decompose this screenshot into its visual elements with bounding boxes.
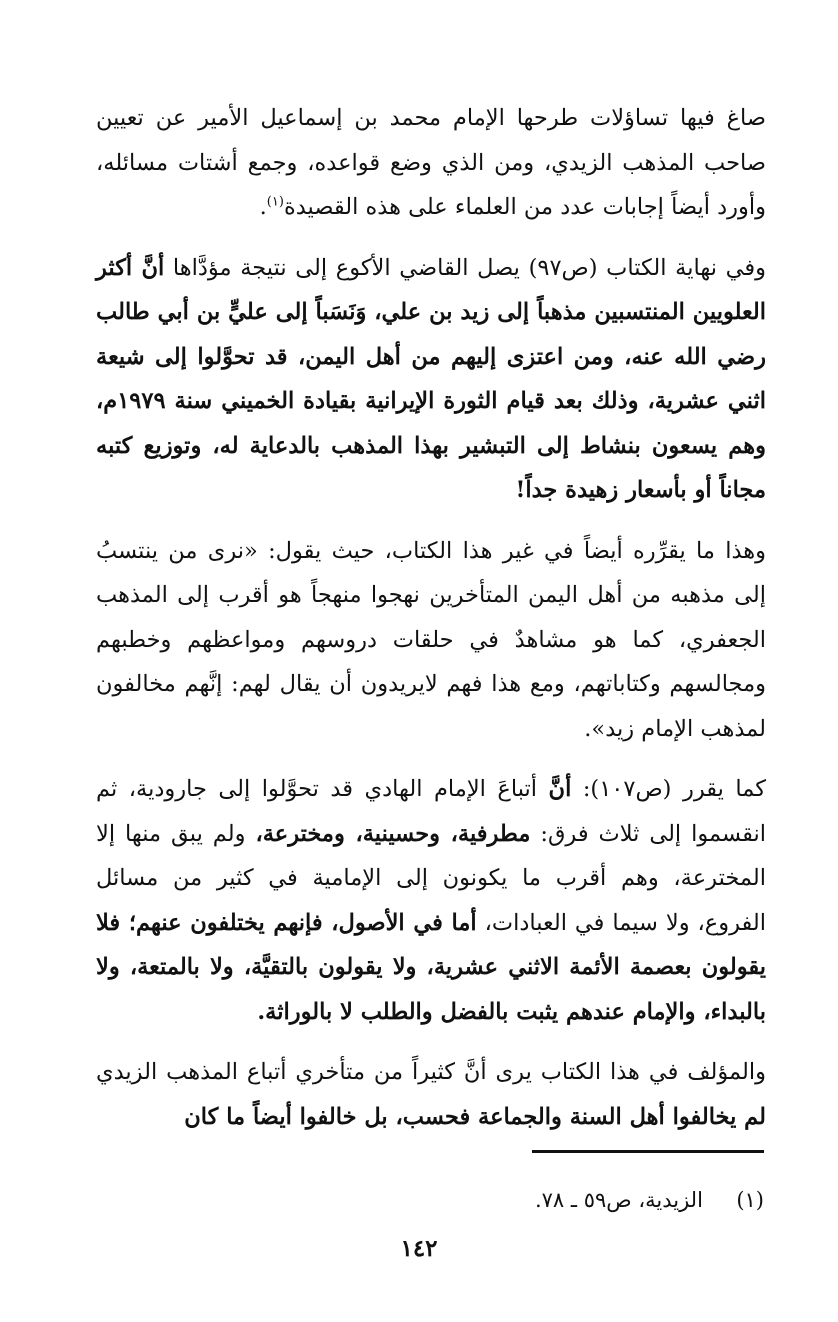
text-run: أنَّ [548, 776, 572, 802]
paragraph-3 [96, 529, 766, 752]
text-run: لم يخالفوا أهل السنة والجماعة فحسب، بل خالفوا أيضاً ما كان [184, 1103, 766, 1130]
footnote-reference: (١) [266, 194, 284, 210]
footnote-text: الزيدية، ص٥٩ ـ ٧٨. [534, 1188, 703, 1212]
page-number: ١٤٢ [400, 1235, 438, 1262]
text-run: . [259, 194, 267, 220]
text-run: أتباعَ الإمام الهادي قد تحوَّلوا إلى جارودية، ثم انقسموا إلى ثلاث فرق: [96, 776, 766, 847]
paragraph-1 [96, 96, 766, 230]
footnote-separator [532, 1150, 764, 1153]
text-run: ولم يبق منها إلا المخترعة، وهم أقرب ما يكونون إلى الإمامية في كثير من مسائل الفروع، ولا سيما في العبادات، [96, 820, 766, 936]
text-run: مطرفية، وحسينية، ومخترعة، [255, 820, 531, 847]
text-run: والمؤلف في هذا الكتاب يرى أنَّ كثيراً من متأخري أتباع المذهب الزيدي [96, 1059, 766, 1085]
text-run: أما في الأصول، فإنهم يختلفون عنهم؛ فلا يقولون بعصمة الأئمة الاثني عشرية، ولا يقولون بالتقيَّة، ولا بالمتعة، ولا بالبداء، والإمام عندهم يثبت بالفضل والطلب لا بالوراثة. [96, 909, 766, 1025]
text-run: وهذا ما يقرِّره أيضاً في غير هذا الكتاب، حيث يقول: «نرى من ينتسبُ إلى مذهبه من أهل اليمن المتأخرين نهجوا منهجاً هو أقرب إلى المذهب الجعفري، كما هو مشاهدٌ في حلقات دروسهم ومواعظهم وخطبهم ومجالسهم وكتاباتهم، ومع هذا فهم لايريدون أن يقال لهم: إنَّهم مخالفون لمذهب الإمام زيد». [96, 537, 766, 742]
page-body [96, 96, 766, 1139]
paragraph-2 [96, 246, 766, 513]
paragraph-4 [96, 767, 766, 1034]
text-run: أنَّ أكثر العلويين المنتسبين مذهباً إلى زيد بن علي، وَنَسَباً إلى عليٍّ بن أبي طالب رضي الله عنه، ومن اعتزى إليهم من أهل اليمن، قد تحوَّلوا إلى شيعة اثني عشرية، وذلك بعد قيام الثورة الإيرانية بقيادة الخميني سنة ١٩٧٩م، وهم يسعون بنشاط إلى التبشير بهذا المذهب بالدعاية له، وتوزيع كتبه مجاناً أو بأسعار زهيدة جداً! [96, 254, 766, 503]
paragraph-5 [96, 1050, 766, 1139]
text-run: صاغ فيها تساؤلات طرحها الإمام محمد بن إسماعيل الأمير عن تعيين صاحب المذهب الزيدي، ومن الذي وضع قواعده، وجمع أشتات مسائله، وأورد أيضاً إجابات عدد من العلماء على هذه القصيدة [96, 105, 766, 220]
text-run: وفي نهاية الكتاب (ص٩٧) يصل القاضي الأكوع إلى نتيجة مؤدَّاها [164, 254, 766, 281]
footnote-marker: (١) [736, 1188, 764, 1212]
text-run: كما يقرر (ص١٠٧): [571, 776, 767, 802]
footnote [535, 1185, 764, 1215]
